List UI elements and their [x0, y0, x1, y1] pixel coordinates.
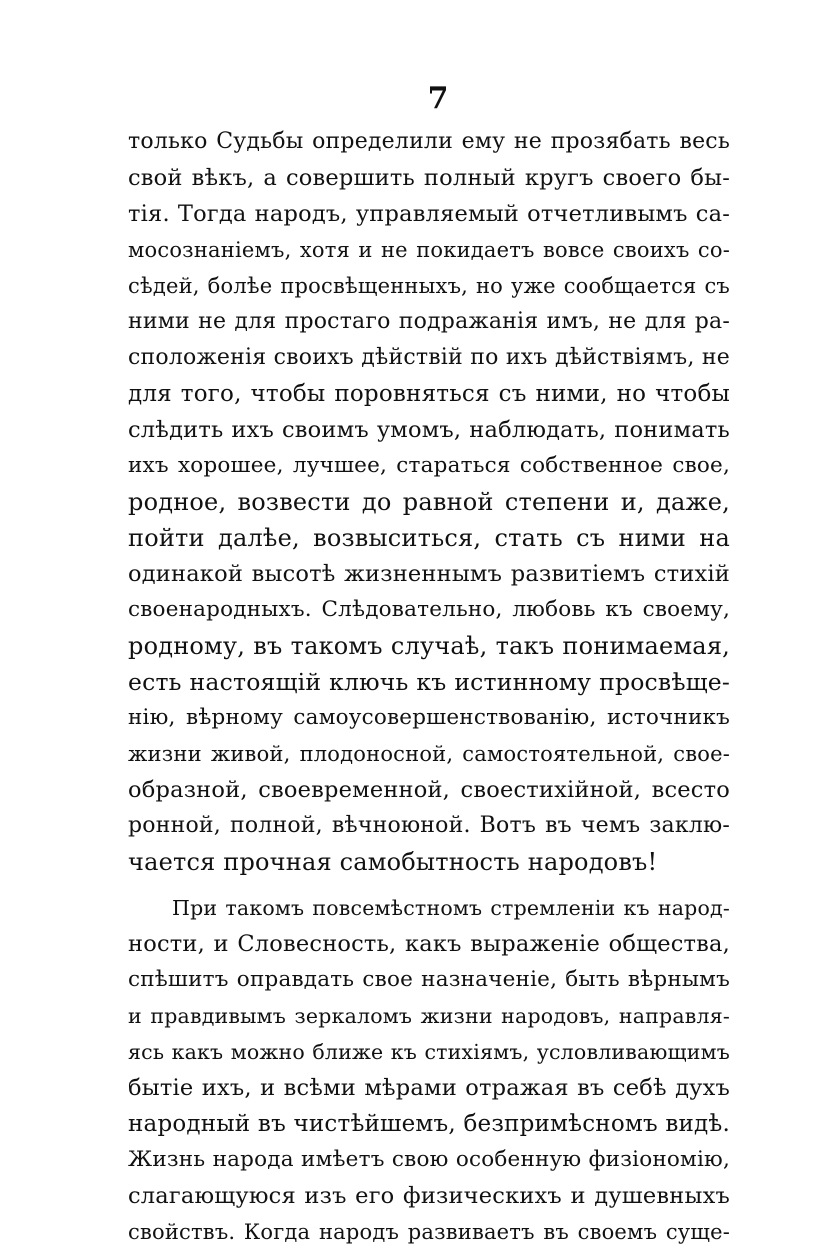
- paragraph-2: [128, 890, 730, 1250]
- text-line: для того, чтобы поровняться съ ними, но чтобы: [128, 381, 730, 407]
- text-line: сположенія своихъ дѣйствій по ихъ дѣйствіямъ, не: [128, 345, 730, 370]
- text-line: сѣдей, болѣе просвѣщенныхъ, но уже сообщается съ: [128, 274, 730, 298]
- text-line: родное, возвести до равной степени и, даже,: [128, 488, 730, 516]
- text-line: тія. Тогда народъ, управляемый отчетливымъ са-: [128, 201, 730, 227]
- text-line: образной, своевременной, своестихійной, всесто: [128, 777, 730, 803]
- text-line: чается прочная самобытность народовъ!: [128, 848, 658, 876]
- text-line: слѣдить ихъ своимъ умомъ, наблюдать, понимать: [128, 417, 730, 443]
- text-line: ними не для простаго подражанія имъ, не для ра-: [128, 309, 730, 334]
- text-line: бытіе ихъ, и всѣми мѣрами отражая въ себѣ духъ: [128, 1075, 730, 1101]
- text-line: При такомъ повсемѣстномъ стремленіи къ народ-: [172, 896, 730, 920]
- paragraph-1: [128, 124, 730, 880]
- text-line: ности, и Словесность, какъ выраженіе общества,: [128, 931, 730, 957]
- text-line: есть настоящій ключь къ истинному просвѣще-: [128, 668, 730, 696]
- text-line: мосознаніемъ, хотя и не покидаетъ вовсе своихъ со-: [128, 238, 730, 262]
- text-line: ронной, полной, вѣчноюной. Вотъ въ чемъ заклю-: [128, 813, 730, 838]
- text-line: жизни живой, плодоносной, самостоятельной, свое-: [128, 742, 730, 766]
- text-line: одинакой высотѣ жизненнымъ развитіемъ стихій: [128, 561, 730, 587]
- text-line: ясь какъ можно ближе къ стихіямъ, условливающимъ: [128, 1040, 730, 1064]
- text-line: народный въ чистѣйшемъ, безпримѣсномъ видѣ.: [128, 1111, 730, 1137]
- text-line: слагающуюся изъ его физическихъ и душевныхъ: [128, 1183, 730, 1209]
- text-line: родному, въ такомъ случаѣ, такъ понимаемая,: [128, 632, 730, 660]
- text-line: свой вѣкъ, а совершить полный кругъ своего бы-: [128, 165, 730, 191]
- text-body: [128, 124, 730, 1250]
- text-line: свойствъ. Когда народъ развиваетъ въ своемъ суще-: [128, 1220, 730, 1244]
- text-line: ихъ хорошее, лучшее, стараться собственное свое,: [128, 453, 730, 478]
- text-line: спѣшитъ оправдать свое назначеніе, быть вѣрнымъ: [128, 967, 730, 992]
- text-line: пойти далѣе, возвыситься, стать съ ними на: [128, 524, 730, 552]
- text-line: Жизнь народа имѣетъ свою особенную физіономію,: [128, 1147, 730, 1172]
- text-line: и правдивымъ зеркаломъ жизни народовъ, направля-: [128, 1004, 730, 1028]
- page-number: 7: [427, 81, 449, 116]
- text-line: нію, вѣрному самоусовершенствованію, источникъ: [128, 705, 730, 730]
- text-line: только Судьбы определили ему не прозябать весь: [128, 129, 730, 154]
- text-line: своенародныхъ. Слѣдовательно, любовь къ своему,: [128, 597, 730, 622]
